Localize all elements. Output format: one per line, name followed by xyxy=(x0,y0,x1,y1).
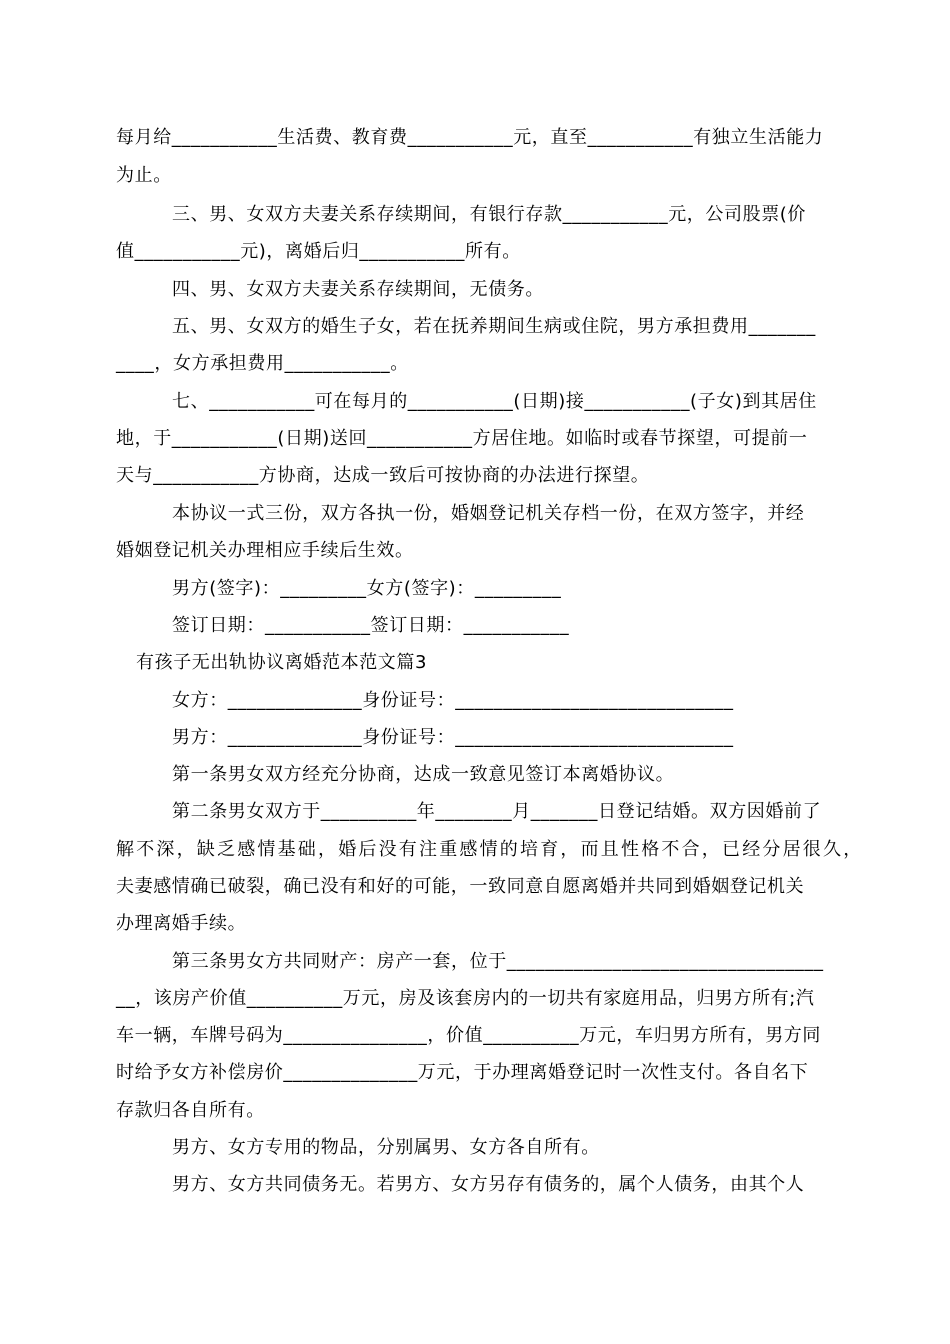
text-line: 婚姻登记机关办理相应手续后生效。 xyxy=(116,540,414,561)
text-line: 地，于___________(日期)送回___________方居住地。如临时或春节探望，可提前一 xyxy=(116,428,808,449)
text-line: 七、___________可在每月的___________(日期)接___________(子女)到其居住 xyxy=(172,391,817,412)
signature-line: 男方(签字)：_________女方(签字)：_________ xyxy=(172,578,562,599)
party-line-female: 女方：______________身份证号：_____________________________ xyxy=(172,690,734,711)
text-line: 天与___________方协商，达成一致后可按协商的办法进行探望。 xyxy=(116,465,650,486)
text-line: 存款归各自所有。 xyxy=(116,1100,265,1121)
section-title: 有孩子无出轨协议离婚范本范文篇3 xyxy=(136,652,428,673)
text-line: __，该房产价值__________万元，房及该套房内的一切共有家庭用品，归男方所有;汽 xyxy=(116,988,815,1009)
text-line: 时给予女方补偿房价______________万元，于办理离婚登记时一次性支付。各自名下 xyxy=(116,1062,809,1083)
text-line: 值___________元)，离婚后归___________所有。 xyxy=(116,241,521,262)
text-line: 男方、女方共同债务无。若男方、女方另存有债务的，属个人债务，由其个人 xyxy=(172,1174,805,1195)
text-line: 男方、女方专用的物品，分别属男、女方各自所有。 xyxy=(172,1137,600,1158)
text-line: ____，女方承担费用___________。 xyxy=(116,353,409,374)
text-line: 车一辆，车牌号码为_______________，价值__________万元，车归男方所有，男方同 xyxy=(116,1025,821,1046)
text-line: 每月给___________生活费、教育费___________元，直至___________有独立生活能力 xyxy=(116,127,824,148)
party-line-male: 男方：______________身份证号：_____________________________ xyxy=(172,727,734,748)
text-line: 办理离婚手续。 xyxy=(116,913,247,934)
text-line: 本协议一式三份，双方各执一份，婚姻登记机关存档一份，在双方签字，并经 xyxy=(172,503,805,524)
text-line: 三、男、女双方夫妻关系存续期间，有银行存款___________元，公司股票(价 xyxy=(172,204,807,225)
text-line: 四、男、女双方夫妻关系存续期间，无债务。 xyxy=(172,279,544,300)
text-line: 第二条男女双方于__________年________月_______日登记结婚。双方因婚前了 xyxy=(172,801,822,822)
sign-date-line: 签订日期：___________签订日期：___________ xyxy=(172,615,570,636)
text-line: 为止。 xyxy=(116,165,172,186)
text-line: 第三条男女方共同财产：房产一套，位于_________________________________ xyxy=(172,951,824,972)
text-line: 五、男、女双方的婚生子女，若在抚养期间生病或住院，男方承担费用_______ xyxy=(172,316,816,337)
text-line: 解不深，缺乏感情基础，婚后没有注重感情的培育，而且性格不合，已经分居很久， xyxy=(116,839,864,860)
text-line: 第一条男女双方经充分协商，达成一致意见签订本离婚协议。 xyxy=(172,764,675,785)
text-line: 夫妻感情确已破裂，确已没有和好的可能，一致同意自愿离婚并共同到婚姻登记机关 xyxy=(116,876,805,897)
